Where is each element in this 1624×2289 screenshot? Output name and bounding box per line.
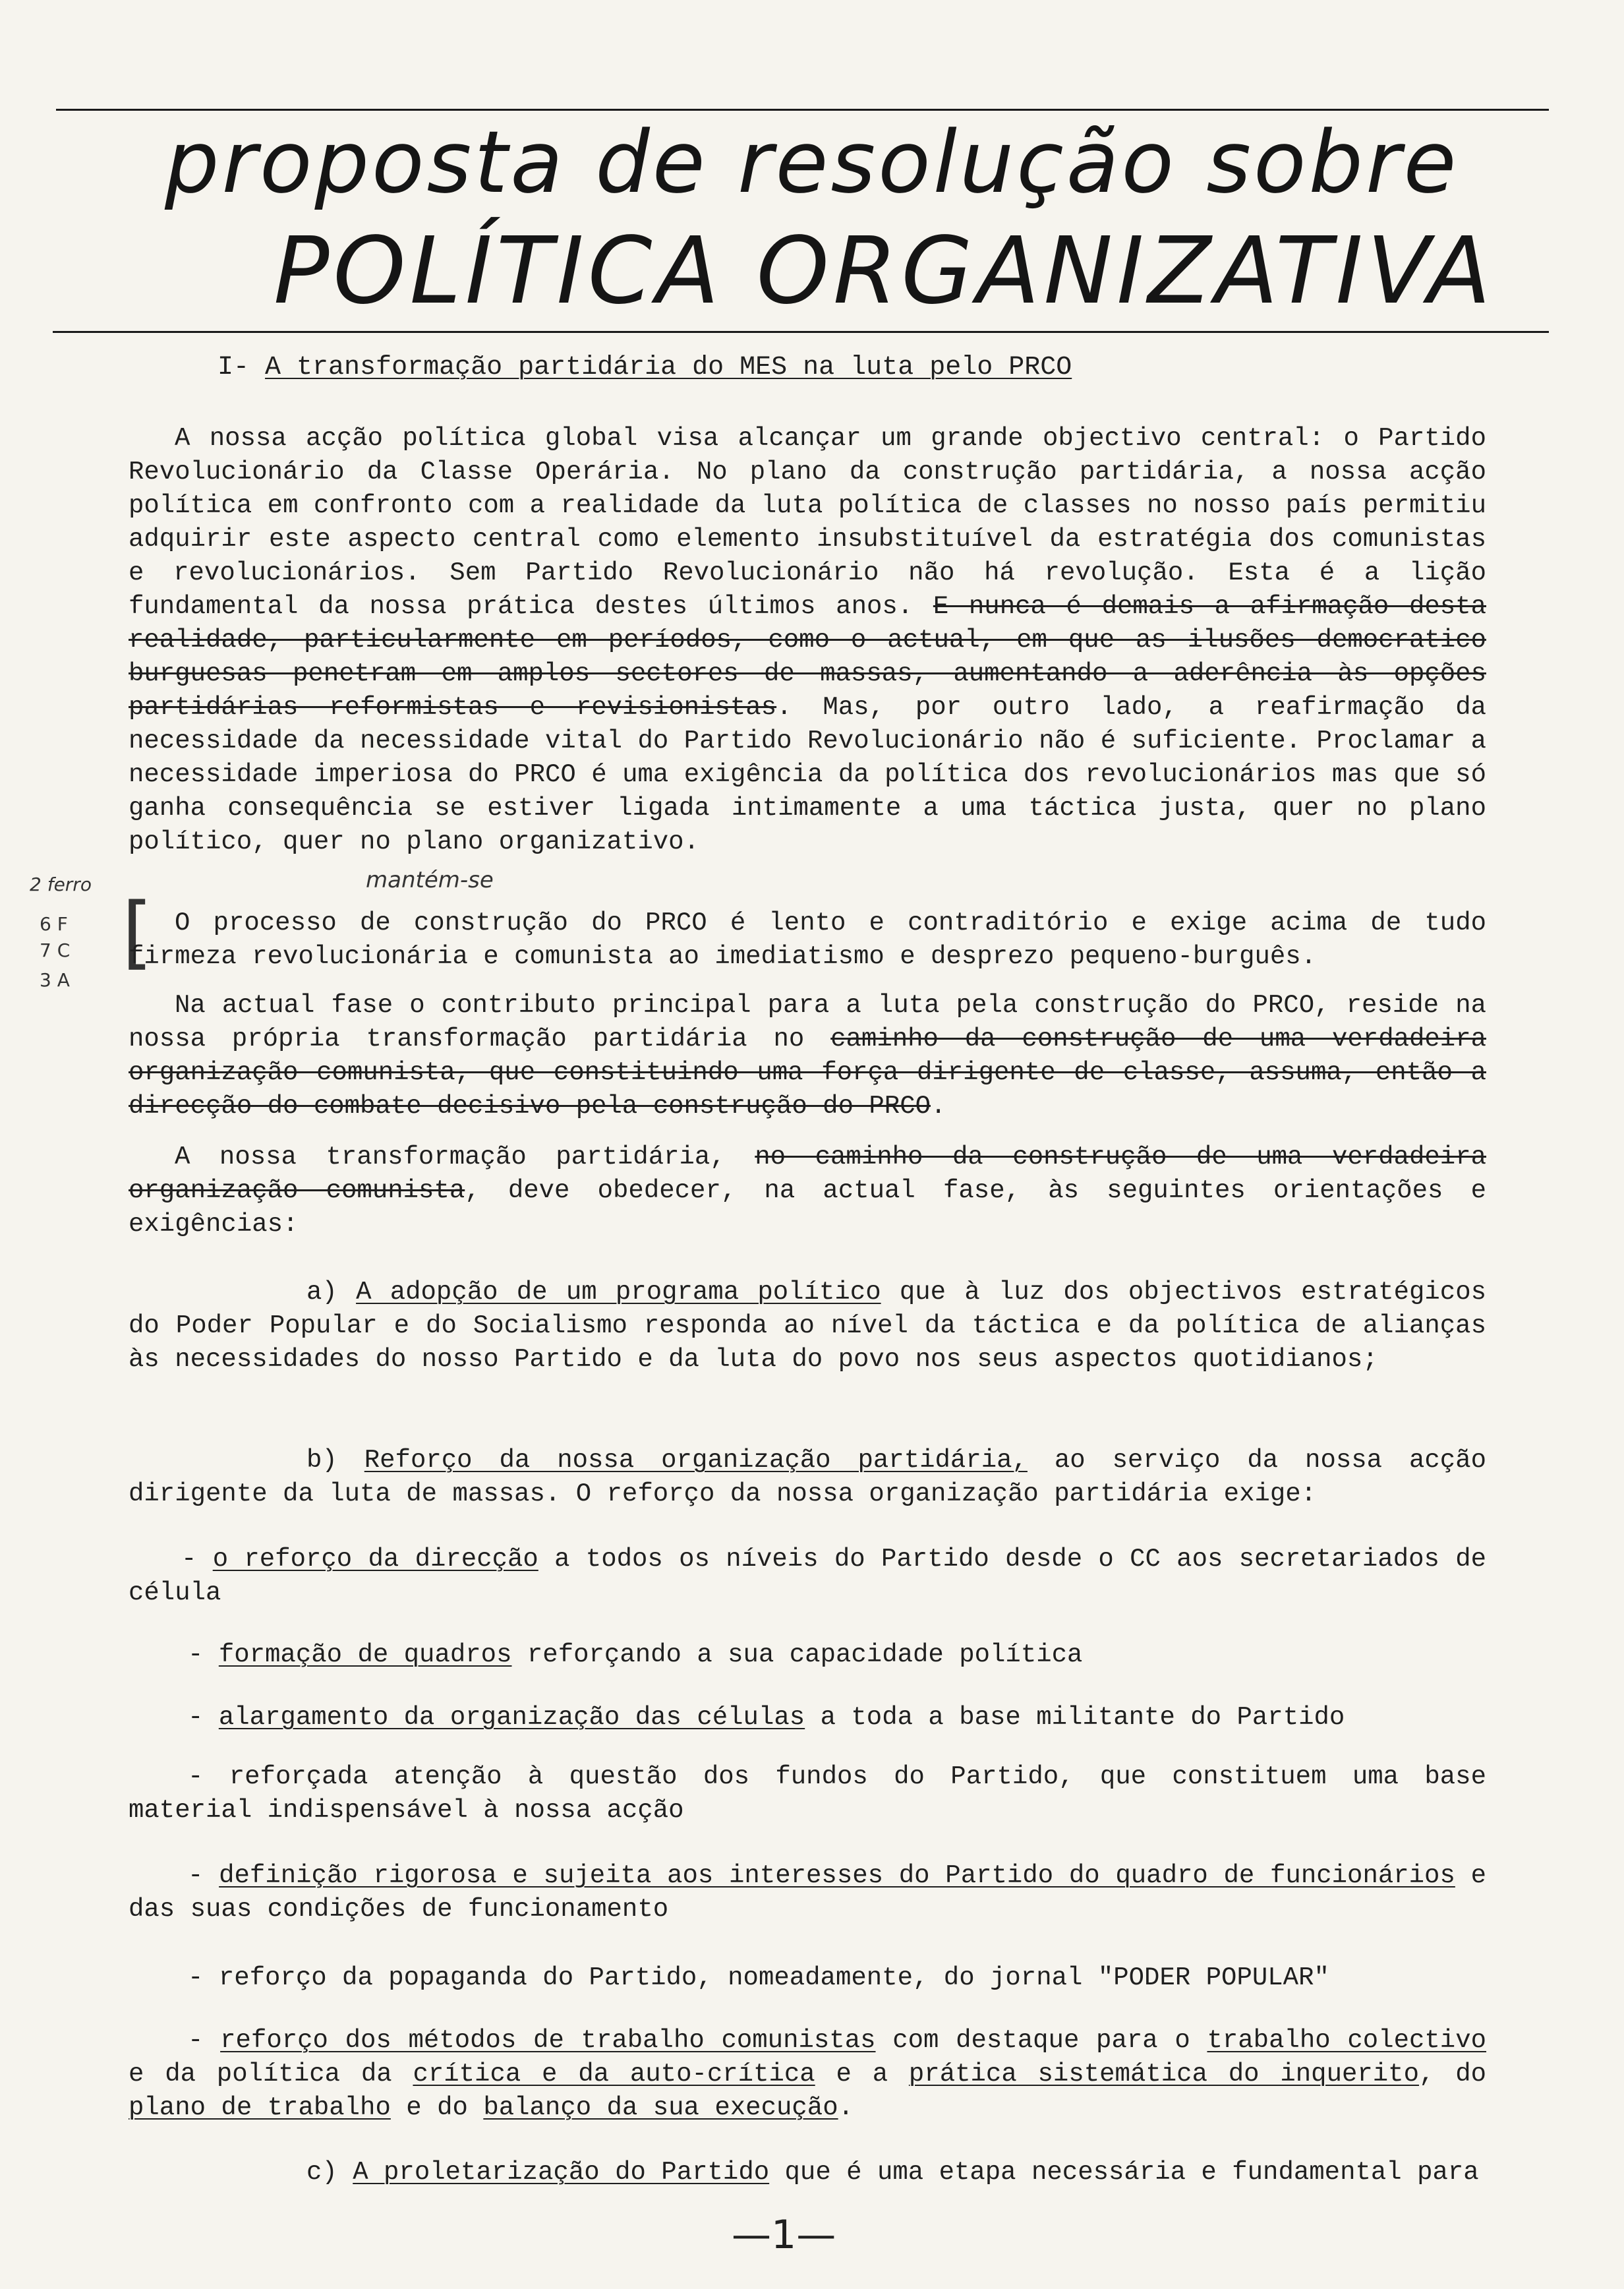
list-item-0-text: a todos os níveis do Partido desde o CC aos secretariados de célula <box>129 1545 1487 1607</box>
list-item: - reforçada atenção à questão dos fundos do Partido, que constituem uma base material indispensável à nossa acção <box>129 1762 1486 1825</box>
paragraph-4 <box>129 1141 1486 1241</box>
item-a-label: a) <box>306 1278 337 1307</box>
methods-text-5: e do <box>406 2093 468 2122</box>
methods-underlined-6: balanço da sua execução <box>483 2093 838 2122</box>
list-item: - reforço da popaganda do Partido, nomeadamente, do jornal "PODER POPULAR" <box>188 1963 1329 1992</box>
list-item-5-text: reforço da popaganda do Partido, nomeadamente, do jornal "PODER POPULAR" <box>218 1963 1329 1992</box>
margin-note-4: 3 A <box>40 969 70 991</box>
item-a <box>129 1276 1486 1377</box>
bracket-mark: [ <box>122 887 153 978</box>
section-heading <box>218 353 1072 382</box>
page-number: —1— <box>732 2212 836 2258</box>
item-c <box>129 2156 1486 2189</box>
list-item: - definição rigorosa e sujeita aos interesses do Partido do quadro de funcionários e das suas condições de funcionamento <box>129 1861 1486 1924</box>
paragraph-3-text: Na actual fase o contributo principal para a luta pela construção do PRCO, reside na nossa própria transformação partidária no <box>129 991 1486 1054</box>
methods-text-6: . <box>838 2093 854 2122</box>
list-item: - formação de quadros reforçando a sua capacidade política <box>188 1640 1083 1669</box>
paragraph-1-struck: E nunca é demais a afirmação desta realidade, particularmente em períodos, como o actual, em que as ilusões democratico burguesas penetram em amplos sectores de massas, aumentando a aderência às opções partidárias reformistas e revisionistas <box>129 592 1486 722</box>
methods-text-3: e a <box>836 2060 888 2089</box>
item-a-text: que à luz dos objectivos estratégicos do Poder Popular e do Socialismo responda ao nível da táctica e da política de alianças às necessidades do nosso Partido e da luta do povo nos seus aspectos quotidianos; <box>129 1278 1487 1374</box>
paragraph-4-text-b: , deve obedecer, na actual fase, às seguintes orientações e exigências: <box>129 1176 1486 1239</box>
list-item-methods: - reforço dos métodos de trabalho comunistas com destaque para o trabalho colectivo e da política da crítica e da auto-crítica e a prática sistemática do inquerito, do plano de trabalho e do balanço da sua execução. <box>129 2026 1487 2122</box>
list-item-2-text: a toda a base militante do Partido <box>820 1703 1345 1732</box>
paragraph-3-struck: caminho da construção de uma verdadeira organização comunista, que constituindo uma força dirigente de classe, assuma, então a direcção do combate decisivo pela construção do PRCO <box>129 1025 1487 1121</box>
page-number-value: 1 <box>771 2212 797 2258</box>
list-item-2-underlined: alargamento da organização das células <box>218 1703 805 1732</box>
paragraph-4-text: A nossa transformação partidária, <box>175 1143 726 1172</box>
section-heading-text: A transformação partidária do MES na luta pelo PRCO <box>265 353 1072 382</box>
paragraph-1-text: A nossa acção política global visa alcançar um grande objectivo central: o Partido Revolucionário da Classe Operária. No plano da construção partidária, a nossa acção política em confronto com a realidade da luta política de classes no nosso país permitiu adquirir este aspecto central como elemento insubstituível da estratégia dos comunistas e revolucionários. Sem Partido Revolucionário não há revolução. Esta é a lição fundamental da nossa prática destes últimos anos. <box>129 424 1486 621</box>
paragraph-3 <box>129 989 1486 1123</box>
paragraph-4-struck: no caminho da construção de uma verdadeira organização comunista <box>129 1143 1487 1205</box>
title-line-1: proposta de resolução sobre <box>165 112 1459 212</box>
item-a-underlined: A adopção de um programa político <box>356 1278 881 1307</box>
item-b-text: ao serviço da nossa acção dirigente da luta de massas. O reforço da nossa organização partidária exige: <box>129 1446 1486 1508</box>
list-item: - alargamento da organização das células a toda a base militante do Partido <box>188 1703 1345 1732</box>
title-line-2: POLÍTICA ORGANIZATIVA <box>274 218 1495 325</box>
margin-note-1: 2 ferro <box>30 874 92 895</box>
bottom-rule <box>53 331 1549 333</box>
item-c-label: c) <box>306 2158 337 2187</box>
methods-underlined-5: plano de trabalho <box>129 2093 391 2122</box>
list-item-4-text: e das suas condições de funcionamento <box>129 1861 1486 1924</box>
methods-underlined-4: prática sistemática do inquerito <box>908 2060 1419 2089</box>
handwritten-annotation: mantém-se <box>366 867 494 893</box>
methods-underlined-1: reforço dos métodos de trabalho comunistas <box>220 2026 876 2055</box>
item-b-label: b) <box>306 1446 337 1475</box>
methods-text-4: , do <box>1419 2060 1487 2089</box>
list-item-1-text: reforçando a sua capacidade política <box>527 1640 1083 1669</box>
list-item: - o reforço da direcção a todos os níveis do Partido desde o CC aos secretariados de célula <box>129 1545 1487 1607</box>
item-b <box>129 1444 1486 1511</box>
methods-text-1: com destaque para o <box>892 2026 1190 2055</box>
section-number: I- <box>218 353 250 382</box>
methods-underlined-3: crítica e da auto-crítica <box>413 2060 815 2089</box>
paragraph-2 <box>129 907 1486 974</box>
margin-note-3: 7 C <box>40 939 71 961</box>
paragraph-1-text-b: . Mas, por outro lado, a reafirmação da necessidade da necessidade vital do Partido Revolucionário não é suficiente. Proclamar a necessidade imperiosa do PRCO é uma exigência da política dos revolucionários mas que só ganha consequência se estiver ligada intimamente a uma táctica justa, quer no plano político, quer no plano organizativo. <box>129 693 1487 856</box>
list-item-1-underlined: formação de quadros <box>218 1640 512 1669</box>
methods-text-2: e da política da <box>129 2060 392 2089</box>
margin-note-2: 6 F <box>40 913 68 935</box>
list-item-0-underlined: o reforço da direcção <box>212 1545 538 1574</box>
paragraph-2-text: O processo de construção do PRCO é lento e contraditório e exige acima de tudo firmeza revolucionária e comunista ao imediatismo e desprezo pequeno-burguês. <box>129 908 1486 971</box>
list-item-3-text: reforçada atenção à questão dos fundos do Partido, que constituem uma base material indispensável à nossa acção <box>129 1762 1486 1825</box>
paragraph-1 <box>129 422 1486 859</box>
item-b-underlined: Reforço da nossa organização partidária, <box>364 1446 1028 1475</box>
top-rule <box>56 109 1549 111</box>
list-item-4-underlined: definição rigorosa e sujeita aos interesses do Partido do quadro de funcionários <box>219 1861 1455 1890</box>
methods-underlined-2: trabalho colectivo <box>1207 2026 1487 2055</box>
item-c-text: que é uma etapa necessária e fundamental para <box>784 2158 1479 2187</box>
paragraph-3-text-b: . <box>931 1092 946 1121</box>
item-c-underlined: A proletarização do Partido <box>353 2158 770 2187</box>
